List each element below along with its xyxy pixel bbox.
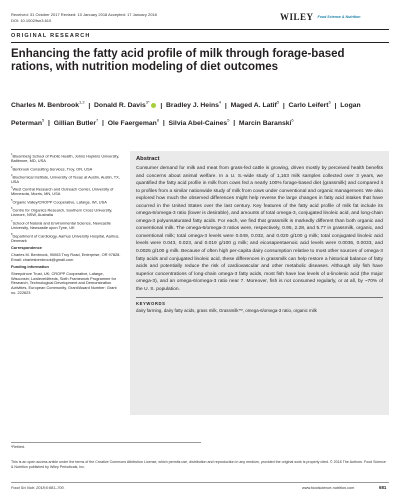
affiliation-list [11,153,123,243]
license-text: This is an open access article under the terms of the Creative Commons Attribution License, which permits use, distribution and reproduction in any medium, provided the original work is properly cited. © 2018 The Authors. Food Science & Nutrition published by Wiley Periodicals, Inc. [11,460,386,469]
author-separator: | [279,102,289,110]
author-name: Carlo Leifert$^6$ [288,100,331,110]
author-name: Donald R. Davis$^{3*}$ [94,102,157,109]
affiliation-item: $^1$Bloomberg School of Public Health, Johns Hopkins University, Baltimore, MD, USA [11,153,120,163]
author-name: Ole Faergeman$^8$ [107,117,160,127]
article-dates: Received: 31 October 2017 Revised: 10 January 2018 Accepted: 17 January 2018 [11,12,157,17]
author-separator: | [221,102,231,110]
author-name: Charles M. Benbrook$^{1,2}$ [11,100,85,110]
footnote-divider [11,442,201,443]
author-name: Marcin Baranski$^6$ [238,117,294,127]
header-divider [11,29,389,30]
author-affiliation-marker: 6 [328,100,331,105]
affiliation-number: 6 [11,207,13,211]
author-separator: | [44,119,54,127]
funding-label: Funding information [11,264,49,270]
affiliation-number: 3 [11,173,13,177]
doi-link[interactable]: DOI: 10.1002/fsn3.610 [11,18,52,23]
author-affiliation-marker: 7 [96,117,99,123]
author-affiliation-marker: 1,2 [78,100,85,105]
author-name: Maged A. Latif$^5$ [230,100,280,110]
journal-name: Food Science & Nutrition [317,15,361,19]
author-separator: | [229,119,239,127]
author-name: Silvia Abel-Caines$^5$ [168,117,230,127]
author-name: Logan Peterman$^5$ [11,102,361,127]
author-separator: | [159,119,169,127]
author-separator: | [330,102,341,110]
affiliation-number: 4 [11,186,13,190]
affiliation-number: 5 [11,199,13,203]
author-separator: | [84,102,95,110]
author-separator: | [98,119,108,127]
affiliation-number: 2 [11,165,13,169]
footnote: *Retired. [11,445,25,449]
page-number: 681 [379,485,387,490]
abstract-box [130,151,389,415]
correspondence-label: Correspondence [11,245,42,251]
journal-citation: Food Sci Nutr. 2018;6:681–700. [11,486,65,490]
affiliations-column [11,153,123,298]
author-separator: | [156,102,167,110]
abstract-text: Consumer demand for milk and meat from grass-fed cattle is growing, driven mostly by perceived health benefits and concerns about animal welfare. In a U. S.-wide study of 1,163 milk samples collected over 3 years, we quantified the fatty acid profile in milk from cows fed a nearly 100% forage-based diet (grassmilk) and compared it to profiles from a similar nationwide study of milk from cows under conventional and organic management. We also explored how much the observed differences might help reverse the large changes in fatty acid intakes that have occurred in the United States over the last century. Key features of the fatty acid profile of milk fat include its omega-6/omega-3 ratio (lower is desirable), and amounts of total omega-3, conjugated linoleic acid, and long-chain omega-3 polyunsaturated fatty acids. For each, we find that grassmilk is markedly different than both organic and conventional milk. The omega-6/omega-3 ratios were, respectively, 0.95, 2.28, and 5.77 in grassmilk, organic, and conventional milk; total omega-3 levels were 0.049, 0.032, and 0.020 g/100 g milk; total conjugated linoleic acid levels were 0.043, 0.023, and 0.019 g/100 g milk; and eicosapentaenoic acid levels were 0.0036, 0.0033, and 0.0025 g/100 g milk. Because of often high per-capita dairy consumption relative to most other sources of omega-3 fatty acids and conjugated linoleic acid, these differences in grassmilk can help restore a historical balance of fatty acids and potentially reduce the risk of cardiovascular and other metabolic diseases. Although oily fish have superior concentrations of long-chain omega-3 fatty acids, most fish have low levels of α-linolenic acid (the major omega-3), and an omega-6/omega-3 ratio near 7. Moreover, fish is not consumed regularly, or at all, by ~70% of the U. S. population. [136,166,383,292]
author-name: Bradley J. Heins$^4$ [166,100,222,110]
affiliation-item: $^6$Centre for Organics Research, Southern Cross University, Lismore, NSW, Australia [11,207,113,218]
keywords-text: dairy farming, dairy fatty acids, grass milk, Grassmilk™, omega-6/omega-3 ratio, organic milk [136,307,317,313]
journal-website-link[interactable]: www.foodscience-nutrition.com [302,486,355,490]
correspondence-text: Charles M. Benbrook, 90063 Troy Road, Enterprise, OR 97828. Email: charlesbenbrook@gmail.com [11,251,121,262]
keywords-heading: KEYWORDS [136,300,166,306]
author-list [11,96,391,131]
section-label: ORIGINAL RESEARCH [11,33,91,39]
author-affiliation-marker: 3* [145,100,150,105]
affiliation-number: 8 [11,232,13,236]
article-title: Enhancing the fatty acid profile of milk through forage-based rations, with nutrition modeling of diet outcomes [11,48,345,73]
affiliation-item: $^5$Organic Valley/CROPP Cooperative, Lafarge, WI, USA [11,199,107,205]
author-affiliation-marker: 5 [276,100,280,105]
author-name: Gillian Butler$^7$ [53,117,99,127]
author-affiliation-marker: 4 [218,100,222,105]
affiliation-item: $^7$School of Natural and Environmental Science, Newcastle University, Newcastle upon Tyne, UK [11,219,111,230]
affiliation-item: $^4$West Central Research and Outreach Center, University of Minnesota, Morris, MN, USA [11,186,114,197]
affiliation-item: $^2$Benbrook Consulting Services, Troy, OR, USA [11,165,93,171]
funding-text: Sheepdrove Trust, UK; CROPP Cooperative, Lafarge, Wisconsin; Lowlevel4feeds, Sixth Framework Programme for Research, Technological Development and Demonstration Activities, European Community, Grant/Award Number: Grant no. 222623 [11,271,117,295]
section-divider [11,42,389,43]
affiliation-item: $^3$Biochemical Institute, University of Texas at Austin, Austin, TX, USA [11,173,120,184]
author-affiliation-marker: 5 [227,117,230,123]
author-affiliation-marker: 6 [291,117,294,123]
orcid-icon[interactable] [151,103,156,108]
publisher-logo [280,12,360,22]
affiliation-number: 7 [11,219,13,223]
author-affiliation-marker: 8 [156,117,160,123]
affiliation-item: $^8$Department of Cardiology, Aarhus University Hospital, Aarhus, Denmark [11,232,120,243]
footer-divider [11,482,389,483]
author-affiliation-marker: 5 [41,117,45,123]
abstract-heading: Abstract [136,156,160,162]
keywords-divider [136,297,383,298]
affiliation-number: 1 [11,153,13,156]
wiley-wordmark: WILEY [280,12,314,22]
